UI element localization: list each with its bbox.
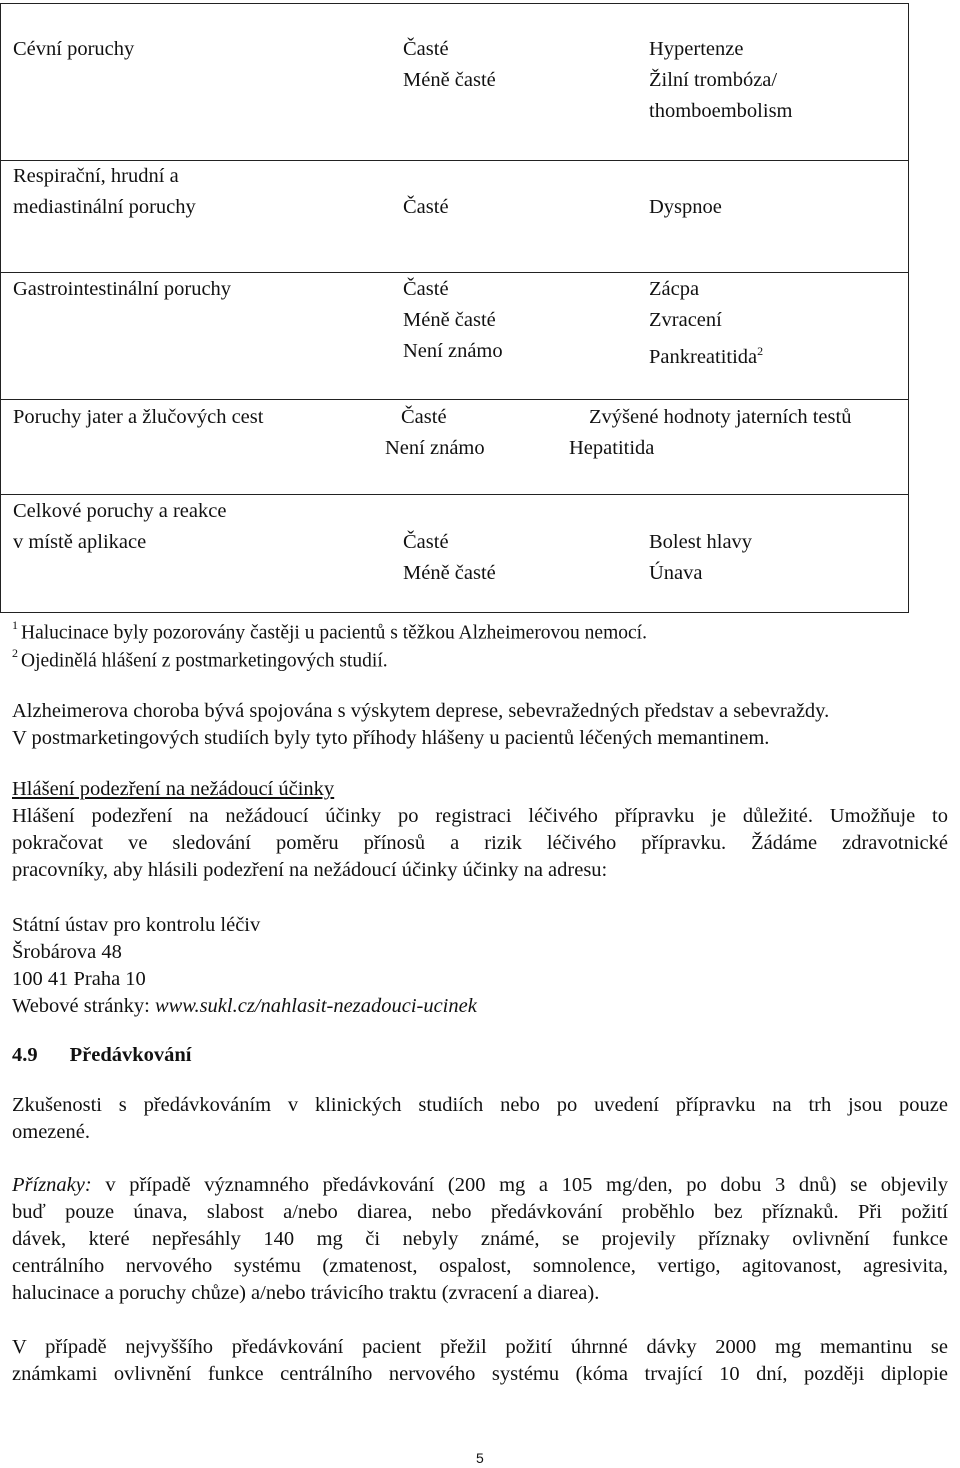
- reporting-heading: Hlášení podezření na nežádoucí účinky: [12, 778, 335, 800]
- frequency: Časté Není známo: [385, 406, 485, 459]
- address-block: Státní ústav pro kontrolu léčiv Šrobárova 48 100 41 Praha 10 Webové stránky: www.sukl.cz/nahlasit-nezadouci-ucinek: [12, 914, 477, 1017]
- organ-class: Respirační, hrudní a mediastinální poruchy: [13, 165, 196, 218]
- table-row: [1, 399, 908, 495]
- reporting-section: Hlášení podezření na nežádoucí účinky Hlášení podezření na nežádoucí účinky po registraci léčivého přípravku je důležité. Umožňuje to pokračovat ve sledování poměru přínosů a rizik léčivého přípravku. Žádáme zdravotnické pracovníky, aby hlásili podezření na nežádoucí účinky účinky na adresu:: [12, 778, 948, 881]
- website-link[interactable]: www.sukl.cz/nahlasit-nezadouci-ucinek: [154, 995, 477, 1017]
- overdose-max: V případě nejvyššího předávkování pacient přežil požití úhrnné dávky 2000 mg memantinu se známkami ovlivnění funkce centrálního nervového systému (kóma trvající 10 dní, později diplopie: [12, 1336, 948, 1385]
- section-heading: 4.9 Předávkování: [12, 1044, 192, 1066]
- adverse-effect: Zácpa Zvracení Pankreatitida$^2$: [649, 278, 764, 368]
- table-row: [1, 494, 908, 615]
- page-number: 5: [476, 1450, 484, 1466]
- organ-class: Celkové poruchy a reakce v místě aplikace: [13, 500, 227, 553]
- organ-class: Poruchy jater a žlučových cest: [13, 406, 264, 428]
- footnote-ref: 2: [757, 344, 764, 358]
- adverse-effect: Hypertenze Žilní trombóza/ thomboembolism: [649, 38, 793, 122]
- table-row: [1, 272, 908, 400]
- adverse-effect: Dyspnoe: [649, 196, 722, 218]
- frequency: Časté Méně časté: [403, 38, 496, 91]
- table-row: [1, 4, 908, 160]
- table-row: [1, 160, 908, 273]
- adverse-effect: Zvýšené hodnoty jaterních testů Hepatitida: [569, 406, 852, 459]
- frequency: Časté: [403, 196, 449, 218]
- alzheimer-paragraph: Alzheimerova choroba bývá spojována s výskytem deprese, sebevražedných představ a sebevraždy. V postmarketingových studiích byly tyto příhody hlášeny u pacientů léčených memantinem.: [12, 700, 830, 749]
- footnote: $^1$ Halucinace byly pozorovány častěji u pacientů s těžkou Alzheimerovou nemocí.: [12, 618, 647, 644]
- organ-class: Gastrointestinální poruchy: [13, 278, 232, 300]
- adverse-effect: Bolest hlavy Únava: [649, 531, 753, 584]
- adverse-effects-table: [0, 3, 909, 613]
- organ-class: Cévní poruchy: [13, 38, 135, 60]
- frequency: Časté Méně časté Není známo: [403, 278, 503, 362]
- footnote: $^2$ Ojedinělá hlášení z postmarketingových studií.: [12, 646, 388, 672]
- overdose-intro: Zkušenosti s předávkováním v klinických studiích nebo po uvedení přípravku na trh jsou pouze omezené.: [12, 1094, 948, 1143]
- symptoms-paragraph: Příznaky: v případě významného předávkování (200 mg a 105 mg/den, po dobu 3 dnů) se objevily buď pouze únava, slabost a/nebo diarea, nebo předávkování proběhlo bez příznaků. Při požití dávek, které nepřesáhly 140 mg či nebyly známé, se projevily příznaky ovlivnění funkce centrálního nervového systému (zmatenost, ospalost, somnolence, vertigo, agitovanost, agresivita, halucinace a poruchy chůze) a/nebo trávicího traktu (zvracení a diarea).: [12, 1174, 948, 1304]
- frequency: Časté Méně časté: [403, 531, 496, 584]
